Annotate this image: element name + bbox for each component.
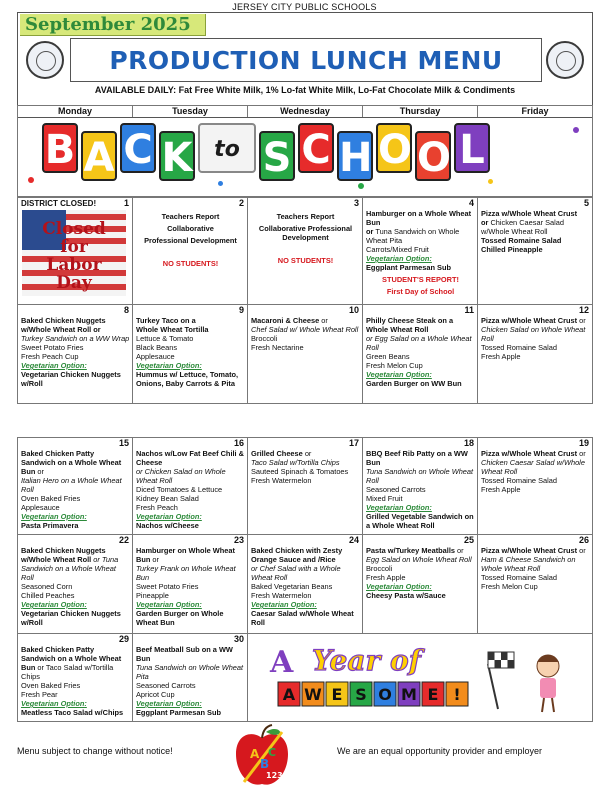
menu-line: Beef Meatball Sub on a WW Bun: [136, 645, 233, 663]
awesome-letter: M: [401, 685, 417, 704]
apple-letter: B: [260, 757, 270, 771]
vegetarian-option-label: Vegetarian Option:: [366, 254, 432, 263]
day-number: 30: [233, 634, 244, 644]
students-report-note: STUDENT'S REPORT!: [382, 275, 459, 284]
menu-line: Carrots/Mixed Fruit: [366, 245, 429, 254]
vegetarian-option-label: Vegetarian Option:: [366, 582, 432, 591]
day-number: 1: [123, 198, 129, 208]
awesome-letter: !: [453, 685, 461, 704]
banner-letter-block: C: [120, 123, 156, 173]
menu-line: or: [35, 467, 44, 476]
back-to-school-banner: [17, 117, 593, 197]
day-friday: Friday: [478, 105, 593, 117]
menu-line: Black Beans: [136, 343, 178, 352]
vegetarian-item: Eggplant Parmesan Sub: [136, 708, 222, 717]
menu-line: Tuna Sandwich on Whole Wheat Pita: [366, 227, 460, 245]
vegetarian-option-label: Vegetarian Option:: [21, 600, 87, 609]
awesome-letter: A: [282, 685, 296, 704]
available-daily: AVAILABLE DAILY: Fat Free White Milk, 1% Lo-fat White Milk, Lo-Fat Chocolate Milk & Condiments: [94, 85, 516, 95]
menu-line: Apricot Cup: [136, 690, 175, 699]
menu-line: Broccoli: [366, 564, 393, 573]
cell-sep-2: [132, 197, 248, 315]
menu-line: Applesauce: [21, 503, 60, 512]
menu-line: Sweet Potato Fries: [136, 582, 199, 591]
menu-line: Baked Chicken Nuggets w/Whole Wheat Roll: [21, 546, 106, 564]
day-number: 29: [118, 634, 129, 644]
menu-line: Seasoned Carrots: [366, 485, 426, 494]
no-students-note: NO STUDENTS!: [277, 256, 334, 265]
menu-line: Turkey Sandwich on a WW Wrap: [21, 334, 130, 343]
banner-letter-block: O: [415, 131, 451, 181]
banner-letter-block: C: [298, 123, 334, 173]
confetti-dot: [358, 183, 364, 189]
menu-line: or Egg Salad on a Whole Wheat Roll: [366, 334, 472, 352]
city-seal-icon: [546, 41, 584, 79]
menu-line: Fresh Apple: [366, 573, 406, 582]
vegetarian-option-label: Vegetarian Option:: [366, 503, 432, 512]
menu-line: Fresh Melon Cup: [366, 361, 423, 370]
menu-line: or: [455, 546, 464, 555]
banner-letter-block: K: [159, 131, 195, 181]
labor-day-flag-icon: [22, 210, 126, 296]
vegetarian-item: Eggplant Parmesan Sub: [366, 263, 452, 272]
menu-line: Broccoli: [251, 334, 278, 343]
menu-line: Fresh Melon Cup: [481, 582, 538, 591]
day-number: 11: [464, 305, 474, 315]
banner-letter-block: S: [259, 131, 295, 181]
cell-sep-19: [477, 437, 593, 535]
menu-line: Philly Cheese Steak on a Whole Wheat Roll: [366, 316, 454, 334]
banner-letter-block: L: [454, 123, 490, 173]
menu-line: Lettuce & Tomato: [136, 334, 194, 343]
girl-character-icon: [537, 655, 559, 712]
menu-line: or Chef Salad with a Whole Wheat Roll: [251, 564, 341, 582]
vegetarian-option-label: Vegetarian Option:: [21, 512, 87, 521]
menu-line: Chicken Caesar Salad w/Whole Wheat Roll: [481, 218, 564, 236]
day-number: 24: [348, 535, 359, 545]
menu-line: Turkey Frank on Whole Wheat Bun: [136, 564, 236, 582]
flag-text-line: Day: [56, 273, 92, 293]
menu-line: Seasoned Corn: [21, 582, 73, 591]
year-of-awesome-art: [247, 633, 593, 722]
cell-sep-10: [247, 304, 363, 404]
vegetarian-option-label: Vegetarian Option:: [21, 361, 87, 370]
menu-line: Tuna Sandwich on Whole Wheat Roll: [366, 467, 474, 485]
confetti-dot: [218, 181, 223, 186]
banner-letter-block: O: [376, 123, 412, 173]
menu-line: Oven Baked Fries: [21, 494, 81, 503]
vegetarian-item: Grilled Vegetable Sandwich on a Whole Wheat Roll: [366, 512, 474, 530]
day-number: 16: [233, 438, 244, 448]
art-text-a: A: [270, 645, 294, 680]
menu-line: or Chicken Salad on Whole Wheat Roll: [136, 467, 226, 485]
menu-line: Macaroni & Cheese: [251, 316, 320, 325]
day-number: 3: [353, 198, 359, 208]
apple-letter: A: [250, 747, 260, 761]
menu-line: Collaborative Professional: [258, 224, 353, 233]
day-thursday: Thursday: [363, 105, 478, 117]
menu-line: Hamburger on a Whole Wheat Bun: [366, 209, 472, 227]
confetti-dot: [573, 127, 579, 133]
menu-line: Baked Chicken Patty Sandwich on a Whole Wheat Bun: [21, 449, 122, 476]
cell-sep-18: [362, 437, 478, 535]
weekday-header: [17, 105, 593, 117]
vegetarian-item: Caesar Salad w/Whole Wheat Roll: [251, 609, 354, 627]
menu-line: Fresh Peach: [136, 503, 178, 512]
menu-line: Teachers Report: [276, 212, 335, 221]
menu-line: Baked Vegetarian Beans: [251, 582, 333, 591]
cell-sep-25: [362, 534, 478, 647]
menu-line: Development: [282, 233, 329, 242]
vegetarian-option-label: Vegetarian Option:: [366, 370, 432, 379]
menu-line: Tuna Sandwich on Whole Wheat Pita: [136, 663, 244, 681]
flag-text-line: Closed: [42, 219, 106, 239]
menu-line: or: [577, 449, 586, 458]
menu-line: or: [577, 316, 586, 325]
menu-line: or: [481, 218, 489, 227]
vegetarian-item: Vegetarian Chicken Nuggets w/Roll: [21, 609, 121, 627]
cell-sep-29: [17, 633, 133, 722]
cell-sep-5: [477, 197, 593, 315]
month-label: September 2025: [20, 14, 206, 36]
cell-sep-12: [477, 304, 593, 404]
menu-line: Sauteed Spinach & Tomatoes: [251, 467, 349, 476]
menu-calendar: [17, 197, 593, 722]
vegetarian-option-label: Vegetarian Option:: [251, 600, 317, 609]
vegetarian-option-label: Vegetarian Option:: [136, 361, 202, 370]
day-wednesday: Wednesday: [248, 105, 363, 117]
menu-line: Oven Baked Fries: [21, 681, 81, 690]
checkered-flag-icon: [488, 652, 514, 709]
footer-disclaimer: Menu subject to change without notice!: [17, 746, 173, 756]
menu-line: Fresh Peach Cup: [21, 352, 79, 361]
banner-letter-block: H: [337, 131, 373, 181]
cell-sep-17: [247, 437, 363, 535]
menu-line: Professional Development: [144, 236, 237, 245]
menu-line: Chicken Salad on Whole Wheat Roll: [481, 325, 586, 343]
menu-header: [17, 12, 593, 118]
menu-line: or: [91, 325, 101, 334]
no-students-note: NO STUDENTS!: [162, 259, 219, 268]
awesome-letter: S: [355, 685, 367, 704]
cell-sep-23: [132, 534, 248, 647]
menu-line: Baked Chicken with Zesty Orange Sauce and /Rice: [251, 546, 343, 564]
menu-line: Italian Hero on a Whole Wheat Roll: [21, 476, 122, 494]
vegetarian-item: Cheesy Pasta w/Sauce: [366, 591, 446, 600]
cell-sep-15: [17, 437, 133, 535]
day-number: 17: [348, 438, 359, 448]
menu-line: Fresh Watermelon: [251, 476, 312, 485]
day-number: 25: [463, 535, 474, 545]
menu-line: Grilled Cheese: [251, 449, 303, 458]
menu-line: Egg Salad on Whole Wheat Roll: [366, 555, 472, 564]
menu-line: Pasta w/Turkey Meatballs: [366, 546, 455, 555]
menu-line: Teachers Report: [161, 212, 220, 221]
art-text-year-of: Year of: [312, 644, 421, 677]
menu-line: Baked Chicken Patty Sandwich on a Whole Wheat Bun: [21, 645, 122, 672]
menu-line: Mixed Fruit: [366, 494, 403, 503]
menu-line: or: [319, 316, 328, 325]
vegetarian-option-label: Vegetarian Option:: [136, 600, 202, 609]
vegetarian-item: Nachos w/Cheese: [136, 521, 199, 530]
menu-line: Tossed Romaine Salad: [481, 476, 558, 485]
menu-line: Sweet Potato Fries: [21, 343, 84, 352]
menu-line: or: [577, 546, 586, 555]
vegetarian-item: Pasta Primavera: [21, 521, 79, 530]
vegetarian-option-label: Vegetarian Option:: [21, 699, 87, 708]
banner-letters: [42, 123, 490, 181]
flag-text-line: for: [60, 237, 88, 257]
menu-line: or: [150, 555, 159, 564]
page-title: PRODUCTION LUNCH MENU: [70, 38, 542, 82]
menu-line: Hamburger on Whole Wheat Bun: [136, 546, 235, 564]
cell-sep-22: [17, 534, 133, 647]
cell-sep-16: [132, 437, 248, 535]
footer-equal-opportunity: We are an equal opportunity provider and employer: [337, 746, 542, 756]
vegetarian-item: Garden Burger on Whole Wheat Bun: [136, 609, 224, 627]
day-number: 18: [463, 438, 474, 448]
menu-line: Pizza w/Whole Wheat Crust: [481, 316, 578, 325]
awesome-letters: [278, 682, 468, 706]
menu-line: Chilled Pineapple: [481, 245, 543, 254]
district-name: JERSEY CITY PUBLIC SCHOOLS: [232, 2, 377, 12]
menu-line: Tossed Romaine Salad: [481, 343, 558, 352]
cell-sep-9: [132, 304, 248, 404]
menu-line: BBQ Beef Rib Patty on a WW Bun: [366, 449, 468, 467]
day-monday: Monday: [17, 105, 133, 117]
apple-letter: 123: [266, 771, 283, 780]
menu-line: Fresh Apple: [481, 352, 521, 361]
menu-line: Tossed Romaine Salad: [481, 236, 562, 245]
menu-line: Ham & Cheese Sandwich on Whole Wheat Roll: [481, 555, 576, 573]
awesome-letter: E: [331, 685, 343, 704]
menu-line: Applesauce: [136, 352, 175, 361]
district-closed-label: DISTRICT CLOSED!: [21, 199, 97, 208]
awesome-letter: W: [304, 685, 322, 704]
apple-abc-icon: [232, 724, 292, 790]
menu-line: Chilled Peaches: [21, 591, 75, 600]
vegetarian-option-label: Vegetarian Option:: [136, 699, 202, 708]
day-number: 12: [578, 305, 589, 315]
menu-line: or: [366, 227, 374, 236]
banner-letter-block: to: [198, 123, 256, 173]
day-number: 9: [238, 305, 244, 315]
cell-sep-4: [362, 197, 478, 315]
menu-line: Baked Chicken Nuggets w/Whole Wheat Roll: [21, 316, 106, 334]
menu-line: Pizza w/Whole Wheat Crust: [481, 546, 578, 555]
day-number: 4: [468, 198, 474, 208]
banner-letter-block: B: [42, 123, 78, 173]
menu-line: Kidney Bean Salad: [136, 494, 199, 503]
cell-sep-24: [247, 534, 363, 647]
vegetarian-option-label: Vegetarian Option:: [136, 512, 202, 521]
menu-line: Tossed Romaine Salad: [481, 573, 558, 582]
day-number: 5: [583, 198, 589, 208]
first-day-note: First Day of School: [386, 287, 455, 296]
banner-letter-block: A: [81, 131, 117, 181]
awesome-letter: E: [427, 685, 439, 704]
cell-sep-30: [132, 633, 248, 722]
vegetarian-item: Garden Burger on WW Bun: [366, 379, 462, 388]
menu-line: Nachos w/Low Fat Beef Chili & Cheese: [136, 449, 244, 467]
day-number: 22: [118, 535, 129, 545]
menu-line: Green Beans: [366, 352, 410, 361]
menu-line: or Taco Salad w/Tortilla Chips: [21, 663, 114, 681]
menu-line: Pizza w/Whole Wheat Crust: [481, 209, 578, 218]
menu-line: or Tuna Sandwich on a Whole Wheat Roll: [21, 555, 119, 582]
cell-sep-8: [17, 304, 133, 404]
day-number: 2: [238, 198, 244, 208]
day-number: 23: [233, 535, 244, 545]
day-tuesday: Tuesday: [133, 105, 248, 117]
menu-line: Fresh Nectarine: [251, 343, 304, 352]
vegetarian-item: Meatless Taco Salad w/Chips: [21, 708, 124, 717]
menu-line: Collaborative: [167, 224, 214, 233]
day-number: 15: [118, 438, 129, 448]
vegetarian-item: Hummus w/ Lettuce, Tomato, Onions, Baby Carrots & Pita: [136, 370, 239, 388]
confetti-dot: [28, 177, 34, 183]
day-number: 19: [578, 438, 589, 448]
cell-sep-1: [17, 197, 133, 315]
menu-line: Fresh Watermelon: [251, 591, 312, 600]
apple-letter: C: [268, 746, 277, 759]
school-seal-icon: [26, 41, 64, 79]
menu-line: Whole Wheat Tortilla: [136, 325, 209, 334]
menu-line: Turkey Taco on a: [136, 316, 196, 325]
menu-line: Fresh Apple: [481, 485, 521, 494]
menu-line: Pineapple: [136, 591, 169, 600]
day-number: 8: [123, 305, 129, 315]
menu-line: Diced Tomatoes & Lettuce: [136, 485, 223, 494]
cell-sep-11: [362, 304, 478, 404]
year-of-awesome-graphic: [248, 634, 592, 721]
flag-text-line: Labor: [46, 255, 102, 275]
day-number: 10: [348, 305, 359, 315]
vegetarian-item: Vegetarian Chicken Nuggets w/Roll: [21, 370, 121, 388]
cell-sep-3: [247, 197, 363, 315]
menu-line: Seasoned Carrots: [136, 681, 196, 690]
menu-line: Chef Salad w/ Whole Wheat Roll: [251, 325, 359, 334]
day-number: 26: [578, 535, 589, 545]
menu-line: or: [302, 449, 312, 458]
menu-line: Pizza w/Whole Wheat Crust: [481, 449, 578, 458]
cell-sep-26: [477, 534, 593, 647]
awesome-letter: O: [378, 685, 392, 704]
menu-line: Chicken Caesar Salad w/Whole Wheat Roll: [481, 458, 585, 476]
menu-line: Fresh Pear: [21, 690, 58, 699]
menu-line: Taco Salad w/Tortilla Chips: [251, 458, 340, 467]
